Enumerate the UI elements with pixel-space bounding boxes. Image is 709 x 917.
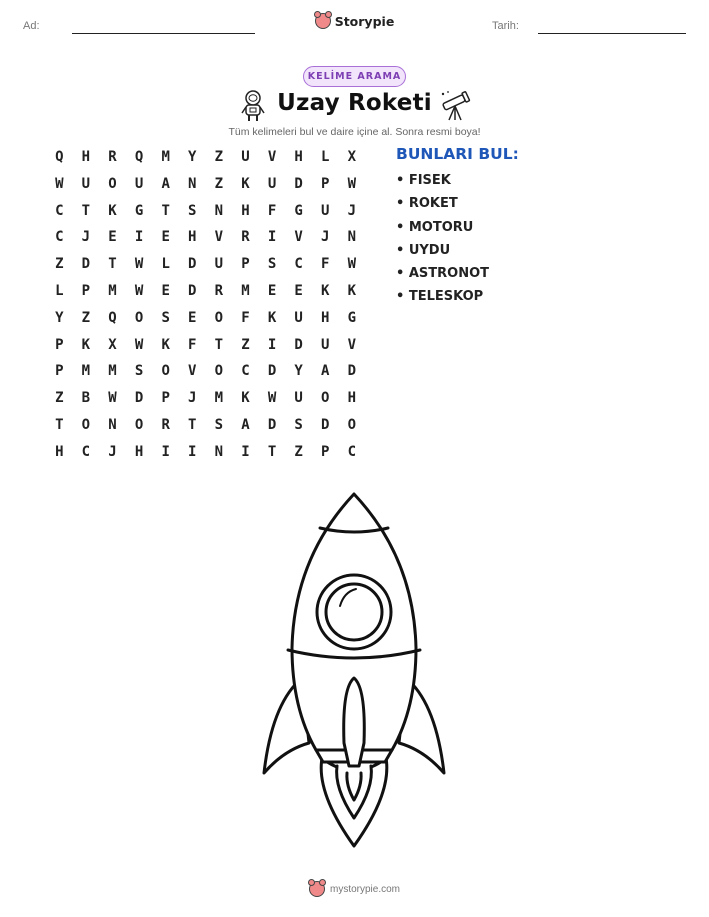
grid-letter[interactable]: P: [161, 390, 170, 407]
grid-letter[interactable]: Z: [55, 390, 64, 407]
grid-row: [46, 199, 365, 226]
word-list-item: • ASTRONOT: [396, 266, 489, 282]
grid-letter[interactable]: T: [161, 202, 170, 219]
grid-letter[interactable]: P: [241, 256, 250, 273]
instructions: Tüm kelimeleri bul ve daire içine al. Sonra resmi boya!: [228, 126, 481, 138]
grid-letter[interactable]: R: [161, 416, 170, 433]
grid-letter[interactable]: I: [188, 443, 197, 460]
grid-letter[interactable]: W: [267, 390, 277, 407]
grid-letter[interactable]: F: [188, 336, 197, 353]
grid-letter[interactable]: C: [55, 202, 64, 219]
word-list-item: • TELESKOP: [396, 289, 484, 305]
grid-letter[interactable]: H: [134, 443, 144, 460]
grid-letter[interactable]: Z: [55, 256, 64, 273]
grid-letter[interactable]: K: [321, 282, 330, 299]
footer-link[interactable]: mystorypie.com: [329, 883, 400, 895]
grid-letter[interactable]: U: [321, 202, 330, 219]
grid-letter[interactable]: C: [55, 229, 64, 246]
grid-letter[interactable]: C: [81, 443, 91, 460]
grid-letter[interactable]: L: [321, 149, 330, 165]
grid-letter[interactable]: U: [134, 175, 144, 192]
grid-letter[interactable]: P: [55, 363, 64, 380]
grid-row: [46, 172, 365, 199]
grid-letter[interactable]: E: [161, 282, 170, 299]
grid-letter[interactable]: W: [134, 256, 144, 273]
grid-letter[interactable]: Z: [214, 149, 224, 165]
grid-letter[interactable]: K: [241, 175, 250, 192]
brand-header: [0, 13, 709, 32]
grid-letter[interactable]: Q: [55, 149, 64, 165]
grid-letter[interactable]: D: [81, 256, 91, 273]
grid-letter[interactable]: H: [81, 149, 91, 165]
grid-letter[interactable]: D: [321, 416, 330, 433]
grid-letter[interactable]: N: [347, 229, 357, 246]
grid-letter[interactable]: J: [108, 443, 117, 460]
grid-letter[interactable]: Q: [108, 309, 117, 326]
grid-letter[interactable]: O: [108, 175, 117, 192]
grid-letter[interactable]: E: [188, 309, 197, 326]
grid-letter[interactable]: Q: [134, 149, 144, 165]
grid-letter[interactable]: I: [267, 336, 277, 353]
word-list-item: • MOTORU: [396, 219, 474, 235]
grid-letter[interactable]: M: [108, 282, 117, 299]
grid-letter[interactable]: U: [294, 309, 303, 326]
grid-letter[interactable]: K: [347, 282, 357, 299]
grid-letter[interactable]: V: [267, 149, 277, 165]
grid-letter[interactable]: C: [294, 256, 303, 273]
grid-letter[interactable]: J: [321, 229, 330, 246]
grid-letter[interactable]: A: [321, 363, 330, 380]
grid-letter[interactable]: N: [108, 416, 117, 433]
word-list-item: • FISEK: [396, 173, 451, 188]
grid-letter[interactable]: O: [347, 416, 357, 433]
grid-letter[interactable]: D: [267, 416, 277, 433]
grid-letter[interactable]: V: [188, 363, 197, 380]
grid-letter[interactable]: O: [81, 416, 91, 433]
grid-letter[interactable]: D: [294, 336, 303, 353]
grid-letter[interactable]: T: [188, 416, 197, 433]
grid-letter[interactable]: R: [108, 149, 117, 165]
grid-letter[interactable]: O: [214, 363, 224, 380]
grid-letter[interactable]: D: [134, 390, 144, 407]
bear-logo-icon: [309, 881, 325, 897]
word-list-item: • UYDU: [396, 242, 451, 258]
word-search-grid: [46, 145, 365, 467]
grid-letter[interactable]: M: [241, 282, 250, 299]
grid-letter[interactable]: O: [321, 390, 330, 407]
grid-letter[interactable]: S: [134, 363, 144, 380]
name-line: [72, 33, 255, 34]
grid-letter[interactable]: W: [108, 390, 117, 407]
grid-letter[interactable]: D: [188, 282, 197, 299]
grid-letter[interactable]: U: [81, 175, 91, 192]
telescope-icon: [440, 90, 472, 122]
grid-letter[interactable]: U: [214, 256, 224, 273]
grid-letter[interactable]: P: [81, 282, 91, 299]
grid-letter[interactable]: M: [108, 363, 117, 380]
category-badge: KELİME ARAMA: [303, 66, 406, 87]
grid-letter[interactable]: A: [161, 175, 170, 192]
grid-letter[interactable]: D: [347, 363, 357, 380]
grid-letter[interactable]: E: [108, 229, 117, 246]
grid-letter[interactable]: I: [267, 229, 277, 246]
grid-letter[interactable]: T: [108, 256, 117, 273]
grid-letter[interactable]: H: [241, 202, 250, 219]
grid-letter[interactable]: W: [134, 282, 144, 299]
grid-letter[interactable]: N: [214, 202, 224, 219]
grid-letter[interactable]: H: [55, 443, 64, 460]
grid-letter[interactable]: K: [241, 390, 250, 407]
grid-row: [46, 413, 365, 440]
grid-letter[interactable]: E: [294, 282, 303, 299]
grid-letter[interactable]: U: [321, 336, 330, 353]
grid-letter[interactable]: W: [347, 175, 357, 192]
grid-letter[interactable]: S: [267, 256, 277, 273]
grid-letter[interactable]: O: [134, 309, 144, 326]
grid-letter[interactable]: N: [188, 175, 197, 192]
word-list-title: BUNLARI BUL:: [396, 145, 519, 163]
grid-letter[interactable]: U: [294, 390, 303, 407]
grid-letter[interactable]: Y: [294, 363, 303, 380]
grid-letter[interactable]: T: [267, 443, 277, 460]
grid-letter[interactable]: Z: [214, 175, 224, 192]
grid-letter[interactable]: L: [55, 282, 64, 299]
grid-letter[interactable]: C: [241, 363, 250, 380]
grid-row: [46, 333, 365, 360]
word-list-item: • ROKET: [396, 196, 458, 212]
grid-letter[interactable]: G: [347, 309, 357, 326]
grid-letter[interactable]: D: [294, 175, 303, 192]
grid-letter[interactable]: Z: [241, 336, 250, 353]
grid-letter[interactable]: O: [214, 309, 224, 326]
grid-letter[interactable]: Y: [55, 309, 64, 326]
grid-letter[interactable]: S: [294, 416, 303, 433]
grid-letter[interactable]: N: [214, 443, 224, 460]
grid-letter[interactable]: K: [161, 336, 170, 353]
grid-letter[interactable]: G: [294, 202, 303, 219]
brand-name: Storypie: [334, 13, 395, 29]
grid-letter[interactable]: H: [321, 309, 330, 326]
grid-letter[interactable]: O: [134, 416, 144, 433]
grid-letter[interactable]: L: [161, 256, 170, 273]
grid-letter[interactable]: X: [108, 336, 117, 353]
footer: [0, 881, 709, 900]
astronaut-icon: [240, 90, 266, 122]
grid-letter[interactable]: K: [267, 309, 277, 326]
grid-row: [46, 386, 365, 413]
grid-letter[interactable]: I: [134, 229, 144, 246]
grid-row: [46, 440, 365, 467]
grid-letter[interactable]: W: [55, 175, 64, 192]
grid-letter[interactable]: K: [108, 202, 117, 219]
grid-letter[interactable]: U: [267, 175, 277, 192]
grid-letter[interactable]: V: [214, 229, 224, 246]
grid-letter[interactable]: M: [81, 363, 91, 380]
grid-letter[interactable]: J: [347, 202, 357, 219]
grid-row: [46, 279, 365, 306]
grid-letter[interactable]: H: [347, 390, 357, 407]
name-label: Ad:: [23, 20, 40, 32]
grid-letter[interactable]: R: [214, 282, 224, 299]
grid-letter[interactable]: K: [81, 336, 91, 353]
grid-row: [46, 306, 365, 333]
grid-letter[interactable]: T: [214, 336, 224, 353]
grid-letter[interactable]: F: [321, 256, 330, 273]
date-label: Tarih:: [492, 20, 519, 32]
grid-letter[interactable]: T: [55, 416, 64, 433]
grid-letter[interactable]: J: [81, 229, 91, 246]
grid-row: [46, 359, 365, 386]
grid-letter[interactable]: F: [267, 202, 277, 219]
grid-letter[interactable]: H: [294, 149, 303, 165]
grid-letter[interactable]: V: [294, 229, 303, 246]
grid-letter[interactable]: P: [321, 443, 330, 460]
word-list: [396, 171, 489, 311]
grid-row: [46, 145, 365, 172]
grid-letter[interactable]: W: [347, 256, 357, 273]
grid-letter[interactable]: Z: [81, 309, 91, 326]
grid-letter[interactable]: B: [81, 390, 91, 407]
page-title: Uzay Roketi: [277, 90, 432, 116]
grid-letter[interactable]: V: [347, 336, 357, 353]
grid-letter[interactable]: D: [188, 256, 197, 273]
date-line: [538, 33, 686, 34]
grid-letter[interactable]: R: [241, 229, 250, 246]
grid-letter[interactable]: Y: [188, 149, 197, 165]
grid-letter[interactable]: H: [188, 229, 197, 246]
grid-letter[interactable]: E: [267, 282, 277, 299]
grid-letter[interactable]: T: [81, 202, 91, 219]
grid-letter[interactable]: G: [134, 202, 144, 219]
grid-letter[interactable]: C: [347, 443, 357, 460]
grid-letter[interactable]: D: [267, 363, 277, 380]
grid-letter[interactable]: U: [241, 149, 250, 165]
grid-row: [46, 225, 365, 252]
grid-letter[interactable]: P: [55, 336, 64, 353]
grid-letter[interactable]: F: [241, 309, 250, 326]
grid-letter[interactable]: M: [161, 149, 170, 165]
grid-letter[interactable]: X: [347, 149, 357, 165]
rocket-coloring-image: [254, 488, 454, 853]
grid-letter[interactable]: P: [321, 175, 330, 192]
grid-letter[interactable]: S: [214, 416, 224, 433]
grid-letter[interactable]: E: [161, 229, 170, 246]
grid-letter[interactable]: S: [188, 202, 197, 219]
grid-letter[interactable]: J: [188, 390, 197, 407]
grid-letter[interactable]: S: [161, 309, 170, 326]
bear-logo-icon: [315, 13, 331, 29]
grid-letter[interactable]: W: [134, 336, 144, 353]
grid-row: [46, 252, 365, 279]
grid-letter[interactable]: O: [161, 363, 170, 380]
grid-letter[interactable]: M: [214, 390, 224, 407]
grid-letter[interactable]: Z: [294, 443, 303, 460]
grid-letter[interactable]: I: [241, 443, 250, 460]
grid-letter[interactable]: I: [161, 443, 170, 460]
grid-letter[interactable]: A: [241, 416, 250, 433]
